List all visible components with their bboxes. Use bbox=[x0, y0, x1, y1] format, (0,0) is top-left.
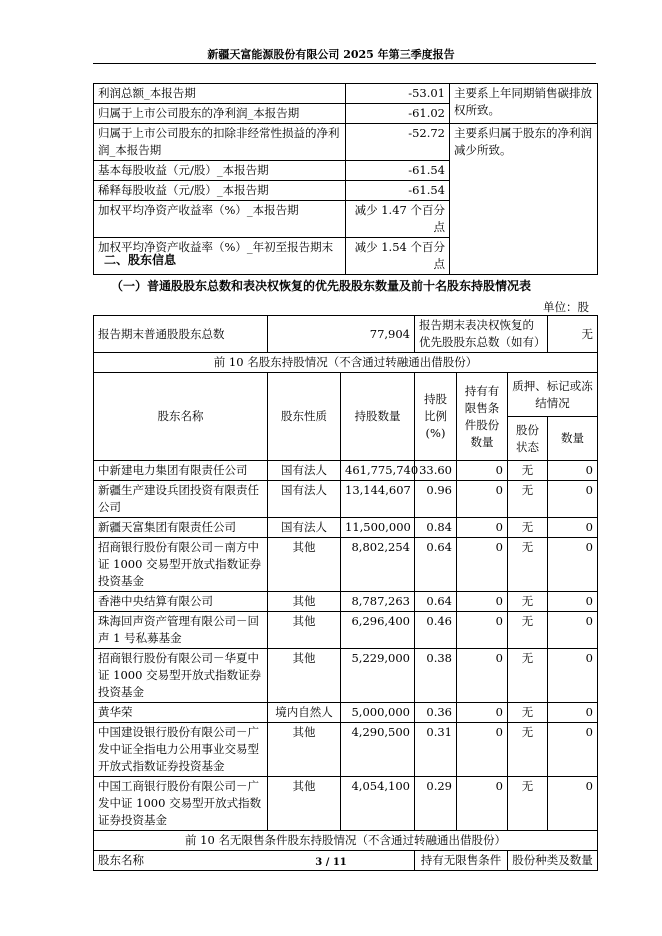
unrestricted-header-type: 股份种类及数量 bbox=[508, 851, 598, 871]
unrestricted-header-name: 股东名称 bbox=[94, 851, 415, 871]
holder-shares: 5,000,000 bbox=[341, 703, 415, 723]
table-row bbox=[94, 316, 598, 353]
holder-restricted: 0 bbox=[457, 777, 508, 831]
holder-shares: 461,775,740 bbox=[341, 461, 415, 481]
holder-name: 香港中央结算有限公司 bbox=[94, 592, 268, 612]
holder-restricted: 0 bbox=[457, 592, 508, 612]
table-row bbox=[94, 777, 598, 831]
holder-shares: 4,054,100 bbox=[341, 777, 415, 831]
holder-pledge-qty: 0 bbox=[548, 538, 598, 592]
col-header-ratio: 持股比例(%) bbox=[415, 373, 457, 461]
holder-shares: 13,144,607 bbox=[341, 481, 415, 518]
holder-pledge-status: 无 bbox=[508, 481, 548, 518]
pref-holders-value: 无 bbox=[548, 316, 598, 353]
row-value: -53.01 bbox=[346, 84, 450, 104]
subsection-title: （一）普通股股东总数和表决权恢复的优先股股东数量及前十名股东持股情况表 bbox=[111, 279, 532, 293]
holder-pledge-status: 无 bbox=[508, 538, 548, 592]
holder-ratio: 0.36 bbox=[415, 703, 457, 723]
row-label: 加权平均净资产收益率（%）_本报告期 bbox=[94, 201, 346, 238]
holder-pledge-qty: 0 bbox=[548, 649, 598, 703]
top10-title: 前 10 名股东持股情况（不含通过转融通出借股份） bbox=[94, 353, 598, 373]
col-header-pledge-group: 质押、标记或冻结情况 bbox=[508, 373, 598, 417]
holder-ratio: 0.38 bbox=[415, 649, 457, 703]
col-header-restricted: 持有有限售条件股份数量 bbox=[457, 373, 508, 461]
holder-pledge-qty: 0 bbox=[548, 481, 598, 518]
holder-pledge-qty: 0 bbox=[548, 703, 598, 723]
table-row bbox=[94, 481, 598, 518]
row-value: -61.54 bbox=[346, 181, 450, 201]
unrestricted-header-qty: 持有无限售条件 bbox=[415, 851, 508, 871]
financial-change-table bbox=[93, 83, 598, 275]
holder-pledge-qty: 0 bbox=[548, 592, 598, 612]
holder-restricted: 0 bbox=[457, 461, 508, 481]
holder-nature: 其他 bbox=[268, 592, 341, 612]
holder-name: 招商银行股份有限公司－南方中证 1000 交易型开放式指数证券投资基金 bbox=[94, 538, 268, 592]
holder-shares: 11,500,000 bbox=[341, 518, 415, 538]
reason-cell: 主要系归属于股东的净利润减少所致。 bbox=[450, 124, 598, 275]
holder-nature: 其他 bbox=[268, 612, 341, 649]
holder-nature: 国有法人 bbox=[268, 461, 341, 481]
holder-name: 珠海回声资产管理有限公司－回声 1 号私募基金 bbox=[94, 612, 268, 649]
holder-name: 招商银行股份有限公司－华夏中证 1000 交易型开放式指数证券投资基金 bbox=[94, 649, 268, 703]
holder-nature: 境内自然人 bbox=[268, 703, 341, 723]
holder-ratio: 33.60 bbox=[415, 461, 457, 481]
holder-restricted: 0 bbox=[457, 538, 508, 592]
col-header-pledge-status: 股份状态 bbox=[508, 417, 548, 461]
holder-shares: 8,787,263 bbox=[341, 592, 415, 612]
row-label: 稀释每股收益（元/股）_本报告期 bbox=[94, 181, 346, 201]
holder-pledge-status: 无 bbox=[508, 703, 548, 723]
holder-shares: 5,229,000 bbox=[341, 649, 415, 703]
holder-pledge-status: 无 bbox=[508, 592, 548, 612]
holder-pledge-qty: 0 bbox=[548, 723, 598, 777]
holder-ratio: 0.64 bbox=[415, 592, 457, 612]
holder-pledge-status: 无 bbox=[508, 723, 548, 777]
section-title: 二、股东信息 bbox=[104, 253, 177, 267]
table-row bbox=[94, 518, 598, 538]
row-label: 利润总额_本报告期 bbox=[94, 84, 346, 104]
holder-pledge-qty: 0 bbox=[548, 461, 598, 481]
header-rule bbox=[93, 63, 596, 64]
table-row bbox=[94, 124, 598, 161]
holder-name: 中新建电力集团有限责任公司 bbox=[94, 461, 268, 481]
row-value: -61.02 bbox=[346, 104, 450, 124]
holder-pledge-status: 无 bbox=[508, 649, 548, 703]
holder-name: 黄华荣 bbox=[94, 703, 268, 723]
holder-shares: 8,802,254 bbox=[341, 538, 415, 592]
holder-restricted: 0 bbox=[457, 518, 508, 538]
table-row bbox=[94, 831, 598, 851]
holder-nature: 其他 bbox=[268, 777, 341, 831]
row-label: 基本每股收益（元/股）_本报告期 bbox=[94, 161, 346, 181]
row-value: 减少 1.54 个百分点 bbox=[346, 238, 450, 275]
unit-label: 单位：股 bbox=[543, 300, 589, 314]
table-row bbox=[94, 461, 598, 481]
total-holders-value: 77,904 bbox=[268, 316, 415, 353]
table-row bbox=[94, 723, 598, 777]
row-label: 归属于上市公司股东的扣除非经常性损益的净利润_本报告期 bbox=[94, 124, 346, 161]
holder-name: 新疆生产建设兵团投资有限责任公司 bbox=[94, 481, 268, 518]
holder-restricted: 0 bbox=[457, 481, 508, 518]
holder-pledge-qty: 0 bbox=[548, 777, 598, 831]
table-row bbox=[94, 703, 598, 723]
holder-ratio: 0.84 bbox=[415, 518, 457, 538]
holder-pledge-status: 无 bbox=[508, 612, 548, 649]
holder-pledge-qty: 0 bbox=[548, 612, 598, 649]
holder-ratio: 0.31 bbox=[415, 723, 457, 777]
holder-restricted: 0 bbox=[457, 723, 508, 777]
pref-holders-label: 报告期末表决权恢复的优先股股东总数（如有） bbox=[415, 316, 548, 353]
col-header-name: 股东名称 bbox=[94, 373, 268, 461]
holder-pledge-status: 无 bbox=[508, 518, 548, 538]
holder-shares: 6,296,400 bbox=[341, 612, 415, 649]
total-holders-label: 报告期末普通股股东总数 bbox=[94, 316, 268, 353]
holder-name: 中国建设银行股份有限公司－广发中证全指电力公用事业交易型开放式指数证券投资基金 bbox=[94, 723, 268, 777]
holder-restricted: 0 bbox=[457, 612, 508, 649]
holder-nature: 其他 bbox=[268, 649, 341, 703]
row-label: 加权平均净资产收益率（%）_年初至报告期末 bbox=[94, 238, 346, 275]
holder-pledge-status: 无 bbox=[508, 777, 548, 831]
table-row bbox=[94, 612, 598, 649]
shareholders-table bbox=[93, 315, 598, 871]
holder-ratio: 0.29 bbox=[415, 777, 457, 831]
page-number: 3 / 11 bbox=[315, 857, 347, 868]
row-value: -52.72 bbox=[346, 124, 450, 161]
unrestricted-title: 前 10 名无限售条件股东持股情况（不含通过转融通出借股份） bbox=[94, 831, 598, 851]
page-header: 新疆天富能源股份有限公司 2025 年第三季度报告 bbox=[207, 48, 455, 61]
holder-nature: 国有法人 bbox=[268, 518, 341, 538]
table-row bbox=[94, 649, 598, 703]
table-row bbox=[94, 592, 598, 612]
col-header-shares: 持股数量 bbox=[341, 373, 415, 461]
holder-ratio: 0.96 bbox=[415, 481, 457, 518]
holder-restricted: 0 bbox=[457, 703, 508, 723]
row-value: 减少 1.47 个百分点 bbox=[346, 201, 450, 238]
holder-nature: 国有法人 bbox=[268, 481, 341, 518]
holder-pledge-qty: 0 bbox=[548, 518, 598, 538]
table-header-row bbox=[94, 373, 598, 417]
table-row bbox=[94, 84, 598, 104]
holder-nature: 其他 bbox=[268, 723, 341, 777]
holder-name: 中国工商银行股份有限公司－广发中证 1000 交易型开放式指数证券投资基金 bbox=[94, 777, 268, 831]
col-header-pledge-qty: 数量 bbox=[548, 417, 598, 461]
table-row bbox=[94, 353, 598, 373]
table-row bbox=[94, 538, 598, 592]
row-value: -61.54 bbox=[346, 161, 450, 181]
holder-name: 新疆天富集团有限责任公司 bbox=[94, 518, 268, 538]
row-label: 归属于上市公司股东的净利润_本报告期 bbox=[94, 104, 346, 124]
holder-pledge-status: 无 bbox=[508, 461, 548, 481]
holder-restricted: 0 bbox=[457, 649, 508, 703]
holder-ratio: 0.46 bbox=[415, 612, 457, 649]
reason-cell: 主要系上年同期销售碳排放权所致。 bbox=[450, 84, 598, 124]
col-header-nature: 股东性质 bbox=[268, 373, 341, 461]
holder-ratio: 0.64 bbox=[415, 538, 457, 592]
holder-shares: 4,290,500 bbox=[341, 723, 415, 777]
holder-nature: 其他 bbox=[268, 538, 341, 592]
